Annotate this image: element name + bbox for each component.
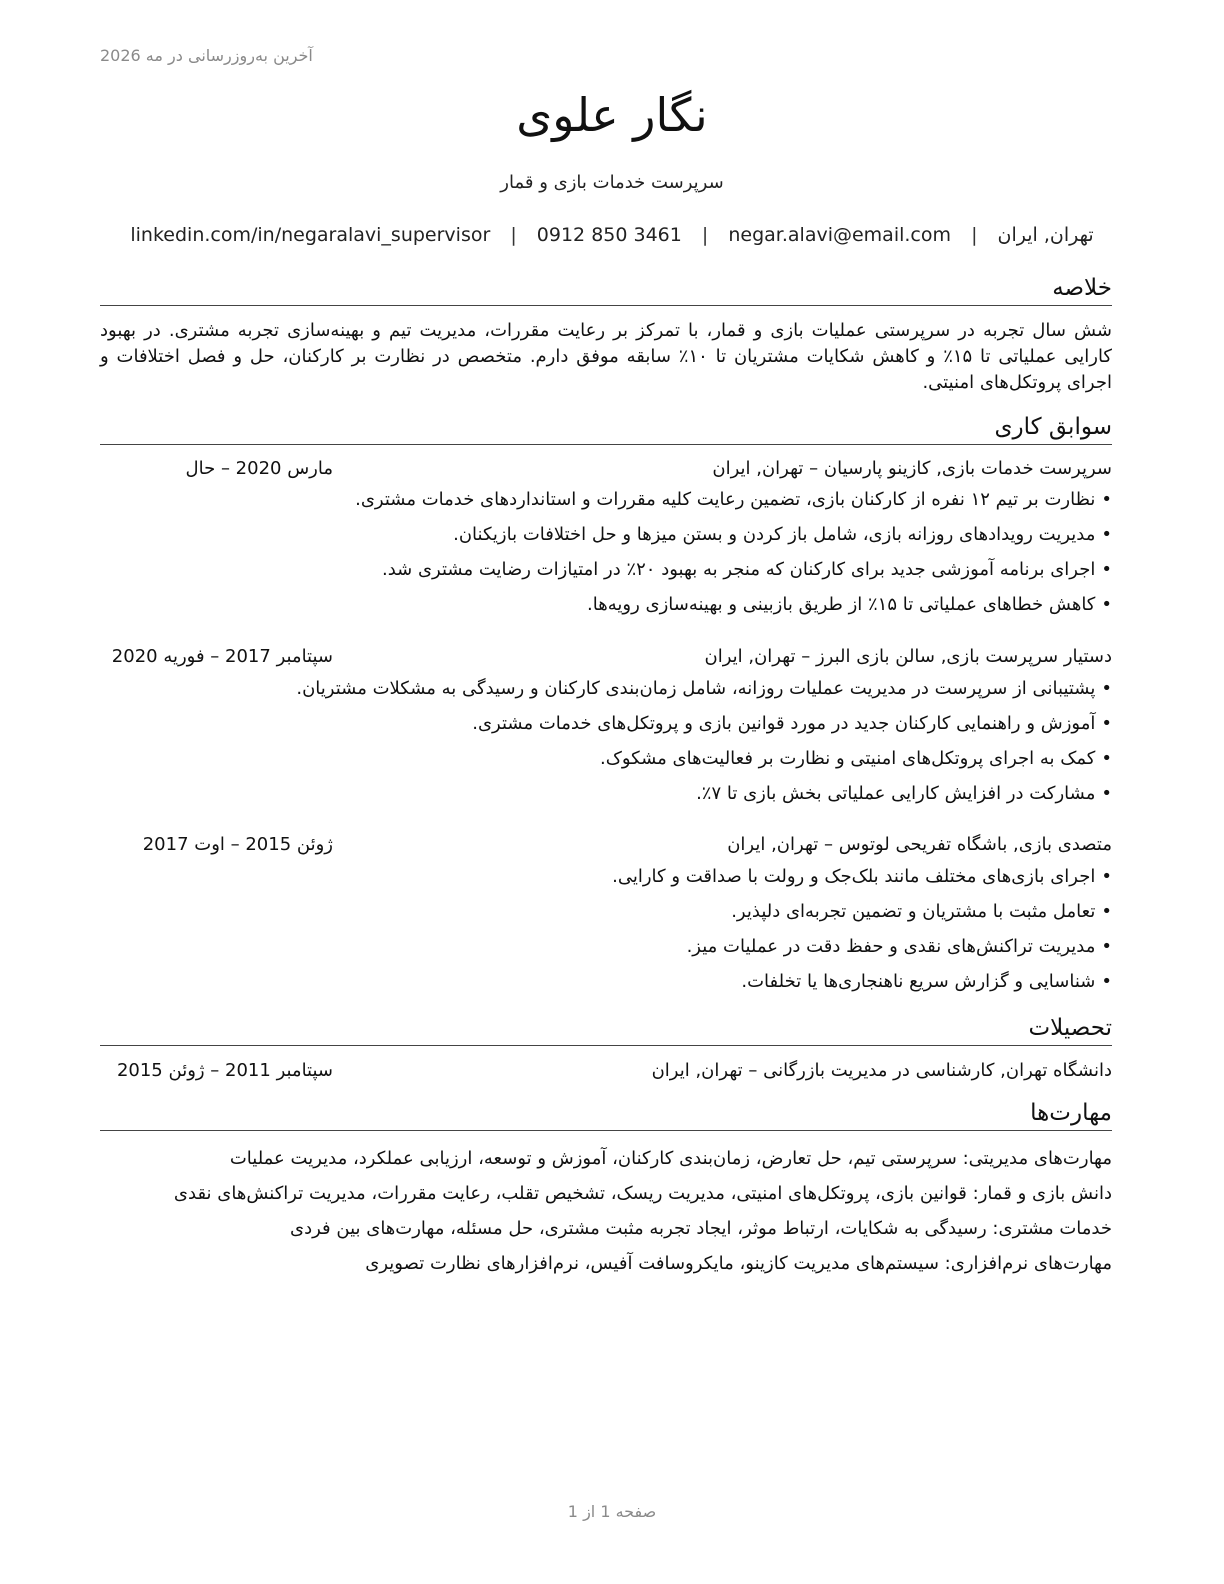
job-dates: ژوئن 2015 – اوت 2017: [142, 834, 333, 855]
job-bullet: • شناسایی و گزارش سریع ناهنجاری‌ها یا تخلفات.: [100, 969, 1112, 1004]
job-bullet: • کاهش خطاهای عملیاتی تا ۱۵٪ از طریق بازبینی و بهینه‌سازی رویه‌ها.: [100, 592, 1112, 627]
skill-line: مهارت‌های مدیریتی: سرپرستی تیم، حل تعارض، زمان‌بندی کارکنان، آموزش و توسعه، ارزیابی عملکرد، مدیریت عملیات: [229, 1148, 1112, 1169]
education-entry: [100, 1060, 1112, 1086]
job-entry-header: [100, 458, 1112, 484]
job-title: سرپرست خدمات بازی و قمار: [500, 172, 724, 193]
candidate-name: نگار علوی: [516, 88, 708, 142]
education-dates: سپتامبر 2011 – ژوئن 2015: [116, 1060, 333, 1081]
skill-line: مهارت‌های نرم‌افزاری: سیستم‌های مدیریت کازینو، مایکروسافت آفیس، نرم‌افزارهای نظارت تصویری: [365, 1253, 1112, 1274]
job-bullet: • مشارکت در افزایش کارایی عملیاتی بخش بازی تا ۷٪.: [100, 781, 1112, 816]
job-bullet: • پشتیبانی از سرپرست در مدیریت عملیات روزانه، شامل زمان‌بندی کارکنان و رسیدگی به مشکلات مشتریان.: [100, 676, 1112, 711]
page-number: صفحه 1 از 1: [567, 1502, 657, 1521]
job-bullet-list: [100, 676, 1112, 816]
job-bullet: • اجرای برنامه آموزشی جدید برای کارکنان که منجر به بهبود ۲۰٪ در امتیازات رضایت مشتری شد.: [100, 557, 1112, 592]
job-bullet: • کمک به اجرای پروتکل‌های امنیتی و نظارت بر فعالیت‌های مشکوک.: [100, 746, 1112, 781]
skills-list: [100, 1146, 1112, 1286]
job-bullet: • مدیریت رویدادهای روزانه بازی، شامل باز کردن و بستن میزها و حل اختلافات بازیکنان.: [100, 522, 1112, 557]
section-heading-education: تحصیلات: [100, 1015, 1112, 1046]
section-heading-summary: خلاصه: [100, 275, 1112, 306]
skill-line: دانش بازی و قمار: قوانین بازی، پروتکل‌های امنیتی، مدیریت ریسک، تشخیص تقلب، رعایت مقررات، مدیریت تراکنش‌های نقدی: [173, 1183, 1112, 1204]
job-organization: سرپرست خدمات بازی, کازینو پارسیان – تهران, ایران: [712, 458, 1112, 479]
job-dates: سپتامبر 2017 – فوریه 2020: [111, 646, 333, 667]
job-bullet: • اجرای بازی‌های مختلف مانند بلک‌جک و رولت با صداقت و کارایی.: [100, 864, 1112, 899]
contact-separator: |: [701, 224, 709, 246]
job-bullet: • مدیریت تراکنش‌های نقدی و حفظ دقت در عملیات میز.: [100, 934, 1112, 969]
contact-linkedin[interactable]: linkedin.com/in/negaralavi_supervisor: [130, 224, 491, 246]
job-bullet-list: [100, 487, 1112, 627]
job-entry-header: [100, 646, 1112, 672]
education-institution: دانشگاه تهران, کارشناسی در مدیریت بازرگانی – تهران, ایران: [651, 1060, 1112, 1081]
contact-location: تهران, ایران: [997, 224, 1094, 246]
contact-email[interactable]: negar.alavi@email.com: [728, 224, 952, 246]
contact-phone: 0912 850 3461: [536, 224, 682, 246]
contact-separator: |: [971, 224, 978, 246]
job-bullet: • نظارت بر تیم ۱۲ نفره از کارکنان بازی، تضمین رعایت کلیه مقررات و استانداردهای خدمات مشتری.: [100, 487, 1112, 522]
job-bullet-list: [100, 864, 1112, 1004]
summary-text: شش سال تجربه در سرپرستی عملیات بازی و قمار، با تمرکز بر رعایت مقررات، مدیریت تیم و بهینه‌سازی تجربه مشتری. در بهبود کارایی عملیاتی تا ۱۵٪ و کاهش شکایات مشتریان تا ۱۰٪ سابقه موفق دارم. متخصص در نظارت بر کارکنان، حل و فصل اختلافات و اجرای پروتکل‌های امنیتی.: [100, 320, 1113, 393]
contact-line: [0, 224, 1224, 246]
contact-separator: |: [510, 224, 517, 246]
job-organization: متصدی بازی, باشگاه تفریحی لوتوس – تهران, ایران: [727, 834, 1112, 855]
job-dates: مارس 2020 – حال: [185, 458, 333, 479]
job-entry-header: [100, 834, 1112, 860]
section-heading-skills: مهارت‌ها: [100, 1100, 1112, 1131]
job-bullet: • آموزش و راهنمایی کارکنان جدید در مورد قوانین بازی و پروتکل‌های خدمات مشتری.: [100, 711, 1112, 746]
section-heading-experience: سوابق کاری: [100, 414, 1112, 445]
skill-line: خدمات مشتری: رسیدگی به شکایات، ارتباط موثر، ایجاد تجربه مثبت مشتری، حل مسئله، مهارت‌های بین فردی: [290, 1218, 1112, 1239]
job-bullet: • تعامل مثبت با مشتریان و تضمین تجربه‌ای دلپذیر.: [100, 899, 1112, 934]
last-updated: آخرین به‌روزرسانی در مه 2026: [100, 46, 313, 65]
job-organization: دستیار سرپرست بازی, سالن بازی البرز – تهران, ایران: [704, 646, 1112, 667]
